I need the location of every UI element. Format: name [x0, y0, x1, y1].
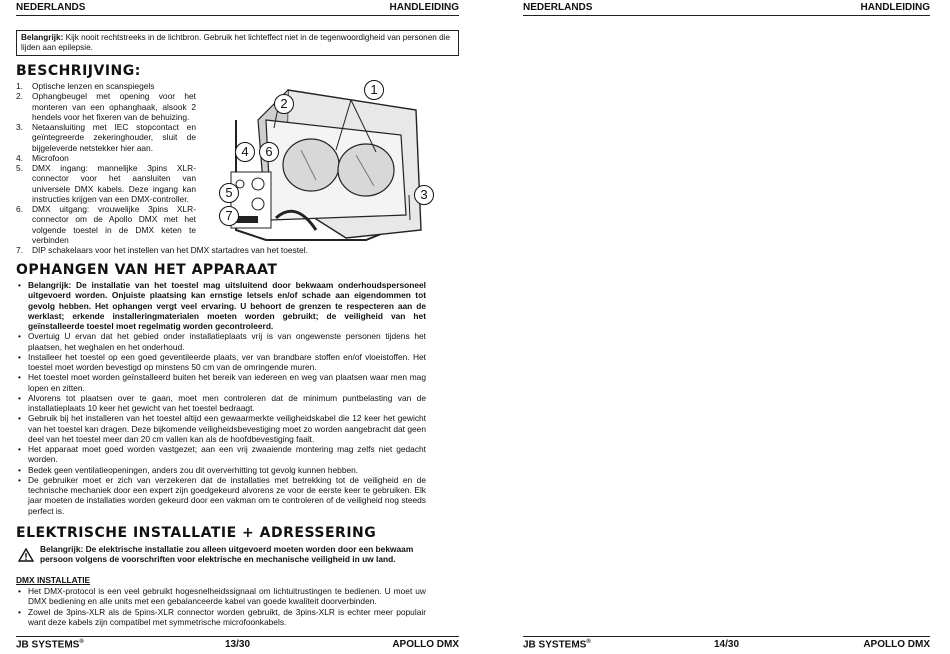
callout-number: 2	[274, 94, 294, 114]
warning-label: Belangrijk:	[21, 33, 64, 42]
callout-number: 5	[219, 183, 239, 203]
dmx-install-item: • Zowel de 3pins-XLR als de 5pins-XLR connector worden gebruikt, de 3pins-XLR is echter meer populair want deze kabels zijn compatibel met symmetrische microfoonkabels.	[16, 607, 426, 628]
page-footer	[523, 636, 930, 652]
callout-number: 1	[364, 80, 384, 100]
suspension-item: • Gebruik bij het installeren van het toestel altijd een gewaarmerkte veiligheidskabel die 12 keer het gewicht van het toestel kan dragen. Deze bijkomende veiligheidsbevestiging moet zo worden aangebracht dat geen deel van het toestel meer dan 20 cm vallen kan als de hoofdbevestiging faalt.	[16, 413, 426, 444]
description-item: 1. Optische lenzen en scanspiegels	[16, 81, 155, 91]
suspension-item: • Installeer het toestel op een goed geventileerde plaats, ver van brandbare stoffen en/of vloeistoffen. Het toestel moet worden bevestigd op minstens 50 cm van de omringende muren.	[16, 352, 426, 373]
callout-number: 7	[219, 206, 239, 226]
suspension-item: • Belangrijk: De installatie van het toestel mag uitsluitend door bekwaam onderhoudspersoneel uitgevoerd worden. Onjuiste plaatsing kan ernstige letsels en/of schade aan eigendommen tot gevolg hebben. Het ophangen vergt veel ervaring. U behoort de grenzen te respecteren aan de werklast; erkende installeringmaterialen moeten worden gebruikt; de veiligheid van het geïnstalleerde toestel moet regelmatig worden gecontroleerd.	[16, 280, 426, 331]
warning-text: Kijk nooit rechtstreeks in de lichtbron. Gebruik het lichteffect niet in de tegenwoordigheid van personen die lijden aan epilepsie.	[21, 33, 451, 52]
callout-number: 6	[259, 142, 279, 162]
footer-page-number: 14/30	[713, 639, 740, 650]
description-list	[16, 81, 308, 255]
suspension-item: • Bedek geen ventilatieopeningen, anders zou dit oververhitting tot gevolg kunnen hebben.	[16, 465, 426, 475]
header-language: NEDERLANDS	[523, 2, 593, 13]
callout-number: 4	[235, 142, 255, 162]
epilepsy-warning-box	[16, 30, 459, 56]
dmx-install-item: • Het DMX-protocol is een veel gebruikt hogesnelheidssignaal om lichtuitrustingen te bedienen. U moet uw DMX bediening en alle units met een gebalanceerde kabel van goede kwaliteit doorverbinden.	[16, 586, 426, 607]
description-item: 6. DMX uitgang: vrouwelijke 3pins XLR-connector om de Apollo DMX met het volgende toestel in de DMX keten te verbinden	[16, 204, 196, 245]
suspension-item: • De gebruiker moet er zich van verzekeren dat de installaties met betrekking tot de veiligheid en de technische mechaniek door een expert zijn goedgekeurd alvorens ze voor de eerste keer te gebruiken. Elk jaar moeten de installaties worden gekeurd door een vakman om te controleren of de veiligheid nog steeds perfect is.	[16, 475, 426, 516]
footer-brand: JB SYSTEMS®	[523, 639, 591, 651]
dmx-install-title: DMX INSTALLATIE	[16, 575, 91, 585]
description-item: 3. Netaansluiting met IEC stopcontact en geïntegreerde zekeringhouder, sluit de bijgeleverde netstekker hier aan.	[16, 122, 196, 153]
description-item: 7. DIP schakelaars voor het instellen van het DMX startadres van het toestel.	[16, 245, 308, 255]
page-footer	[16, 636, 459, 652]
header-language: NEDERLANDS	[16, 2, 86, 13]
footer-page-number: 13/30	[224, 639, 251, 650]
description-item: 2. Ophangbeugel met opening voor het monteren van een ophanghaak, alsook 2 hendels voor het fixeren van de behuizing.	[16, 91, 196, 122]
page-header	[16, 2, 459, 16]
callout-number: 3	[414, 185, 434, 205]
suspension-item: • Het toestel moet worden geïnstalleerd buiten het bereik van iedereen en weg van plaatsen waar men mag lopen en zitten.	[16, 372, 426, 393]
suspension-item: • Alvorens tot plaatsen over te gaan, moet men controleren dat de minimum puntbelasting van de installatieplaats 10 keer het gewicht van het toestel bedraagt.	[16, 393, 426, 414]
dmx-install-list	[16, 586, 426, 627]
section-title-elektrisch: ELEKTRISCHE INSTALLATIE + ADRESSERING	[16, 525, 377, 541]
suspension-list	[16, 280, 426, 516]
footer-product: APOLLO DMX	[392, 639, 459, 650]
suspension-item: • Het apparaat moet goed worden vastgezet; aan een vrij zwaaiende montering mag zelfs niet gedacht worden.	[16, 444, 426, 465]
header-title: HANDLEIDING	[860, 2, 930, 13]
description-item: 5. DMX ingang: mannelijke 3pins XLR-connector voor het aansluiten van universele DMX kabels. Deze ingang kan instructies krijgen van een DMX-controller.	[16, 163, 196, 204]
footer-product: APOLLO DMX	[863, 639, 930, 650]
section-title-ophangen: OPHANGEN VAN HET APPARAAT	[16, 262, 278, 278]
footer-brand: JB SYSTEMS®	[16, 639, 84, 651]
electrical-warning	[40, 544, 426, 565]
description-item: 4. Microfoon	[16, 152, 69, 163]
page-14	[475, 0, 950, 654]
section-title-beschrijving: BESCHRIJVING:	[16, 63, 141, 79]
electrical-warning-text: Belangrijk: De elektrische installatie zou alleen uitgevoerd moeten worden door een bekwaam persoon volgens de voorschriften voor elektrische en mechanische veiligheid in uw land.	[40, 544, 414, 565]
warning-triangle-icon	[18, 548, 34, 562]
suspension-item: • Overtuig U ervan dat het gebied onder installatieplaats vrij is van ongewenste personen tijdens het plaatsen, het weghalen en het onderhoud.	[16, 331, 426, 352]
header-title: HANDLEIDING	[389, 2, 459, 13]
page-header	[523, 2, 930, 16]
